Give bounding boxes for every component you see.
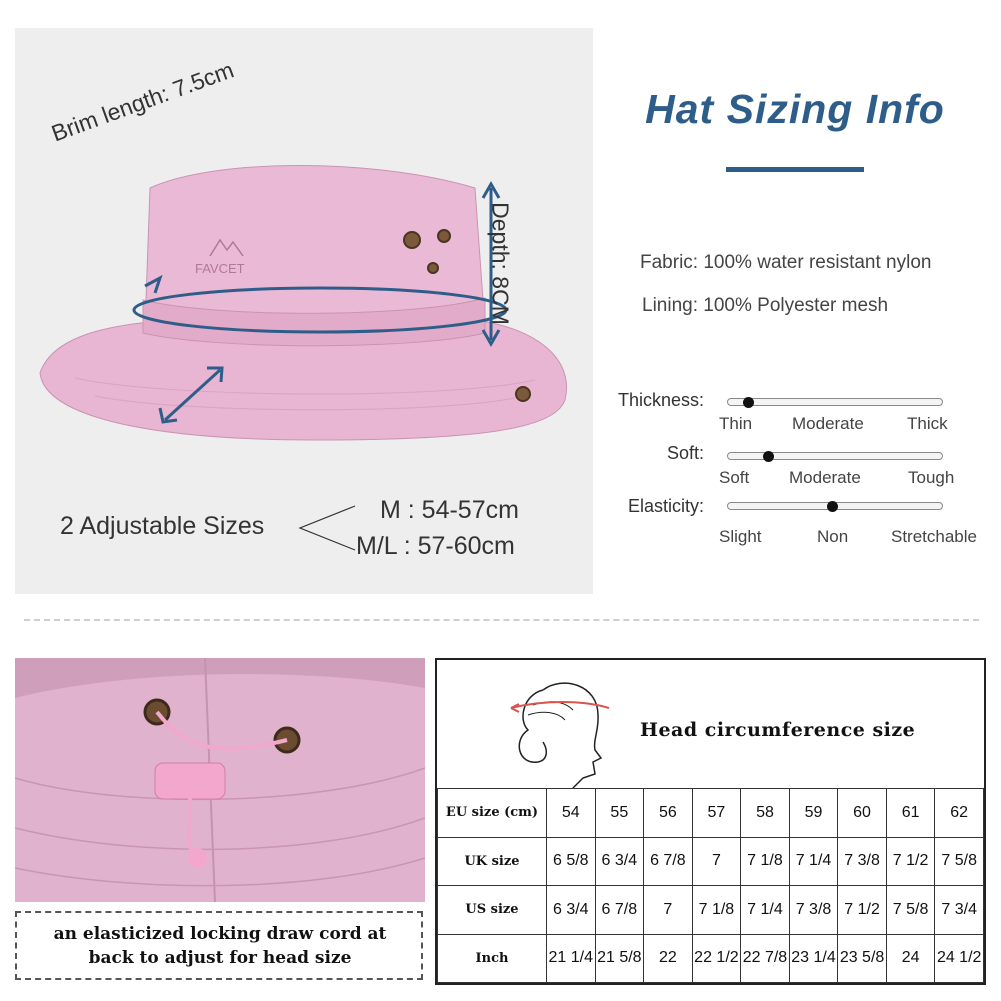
soft-tick-mid: Moderate — [789, 468, 861, 487]
table-cell: 60 — [838, 789, 887, 838]
table-cell: 7 5/8 — [935, 837, 984, 886]
drawcord-photo — [15, 658, 425, 902]
table-cell: 7 3/8 — [838, 837, 887, 886]
table-cell: 56 — [644, 789, 693, 838]
table-cell: 7 1/2 — [886, 837, 935, 886]
table-cell: 7 5/8 — [886, 886, 935, 935]
thickness-indicator — [743, 397, 754, 408]
table-cell: 21 1/4 — [547, 934, 596, 983]
elasticity-indicator — [827, 501, 838, 512]
table-cell: 6 3/4 — [547, 886, 596, 935]
table-cell: 7 1/4 — [741, 886, 790, 935]
table-cell: 7 3/4 — [935, 886, 984, 935]
size-chart-body — [438, 789, 984, 983]
size-chart-table — [437, 788, 984, 983]
soft-track — [727, 452, 943, 460]
sizing-info-title: Hat Sizing Info — [645, 86, 945, 132]
size-ml-label: M/L : 57-60cm — [356, 532, 515, 560]
thickness-label: Thickness: — [617, 390, 704, 410]
soft-label: Soft: — [666, 443, 704, 463]
thickness-tick-low: Thin — [719, 414, 753, 433]
table-cell: 22 — [644, 934, 693, 983]
table-cell: 61 — [886, 789, 935, 838]
row-header: UK size — [438, 837, 547, 886]
table-cell: 58 — [741, 789, 790, 838]
table-cell: 6 7/8 — [595, 886, 644, 935]
elasticity-label: Elasticity: — [627, 496, 704, 516]
table-row — [438, 934, 984, 983]
size-m-label: M : 54-57cm — [380, 496, 519, 524]
table-cell: 7 1/8 — [741, 837, 790, 886]
table-cell: 6 3/4 — [595, 837, 644, 886]
thickness-tick-mid: Moderate — [792, 414, 864, 433]
brim-length-label: Brim length: 7.5cm — [48, 56, 238, 147]
row-header: US size — [438, 886, 547, 935]
lining-text: Lining: 100% Polyester mesh — [642, 295, 889, 316]
table-cell: 22 1/2 — [692, 934, 741, 983]
depth-label: Depth: 8CM — [487, 202, 514, 325]
table-cell: 21 5/8 — [595, 934, 644, 983]
table-cell: 7 1/8 — [692, 886, 741, 935]
elasticity-tick-high: Stretchable — [891, 527, 977, 546]
svg-text:FAVCET: FAVCET — [195, 261, 245, 276]
fabric-text: Fabric: 100% water resistant nylon — [640, 252, 932, 273]
table-cell: 7 1/4 — [789, 837, 838, 886]
table-cell: 7 3/8 — [789, 886, 838, 935]
elasticity-tick-mid: Non — [817, 527, 849, 546]
table-cell: 24 — [886, 934, 935, 983]
title-underline — [726, 167, 864, 172]
table-cell: 59 — [789, 789, 838, 838]
table-cell: 62 — [935, 789, 984, 838]
soft-indicator — [763, 451, 774, 462]
table-cell: 22 7/8 — [741, 934, 790, 983]
caption-line-1: an elasticized locking draw cord at — [53, 924, 387, 944]
head-measure-icon — [503, 670, 613, 790]
table-cell: 23 1/4 — [789, 934, 838, 983]
size-table-title: Head circumference size — [640, 719, 916, 741]
elasticity-tick-low: Slight — [719, 527, 762, 546]
table-cell: 6 7/8 — [644, 837, 693, 886]
table-cell: 57 — [692, 789, 741, 838]
table-row — [438, 789, 984, 838]
table-cell: 23 5/8 — [838, 934, 887, 983]
table-cell: 7 1/2 — [838, 886, 887, 935]
caption-line-2: back to adjust for head size — [88, 948, 352, 968]
adjustable-sizes-label: 2 Adjustable Sizes — [60, 512, 265, 540]
table-row — [438, 886, 984, 935]
table-cell: 54 — [547, 789, 596, 838]
table-cell: 55 — [595, 789, 644, 838]
table-cell: 24 1/2 — [935, 934, 984, 983]
table-cell: 6 5/8 — [547, 837, 596, 886]
section-divider — [24, 619, 979, 621]
table-row — [438, 837, 984, 886]
drawcord-caption — [30, 922, 410, 970]
soft-tick-low: Soft — [719, 468, 750, 487]
thickness-track — [727, 398, 943, 406]
row-header: EU size (cm) — [438, 789, 547, 838]
soft-tick-high: Tough — [908, 468, 955, 487]
thickness-tick-high: Thick — [907, 414, 948, 433]
row-header: Inch — [438, 934, 547, 983]
table-cell: 7 — [692, 837, 741, 886]
drawcord-illustration — [15, 658, 425, 902]
table-cell: 7 — [644, 886, 693, 935]
